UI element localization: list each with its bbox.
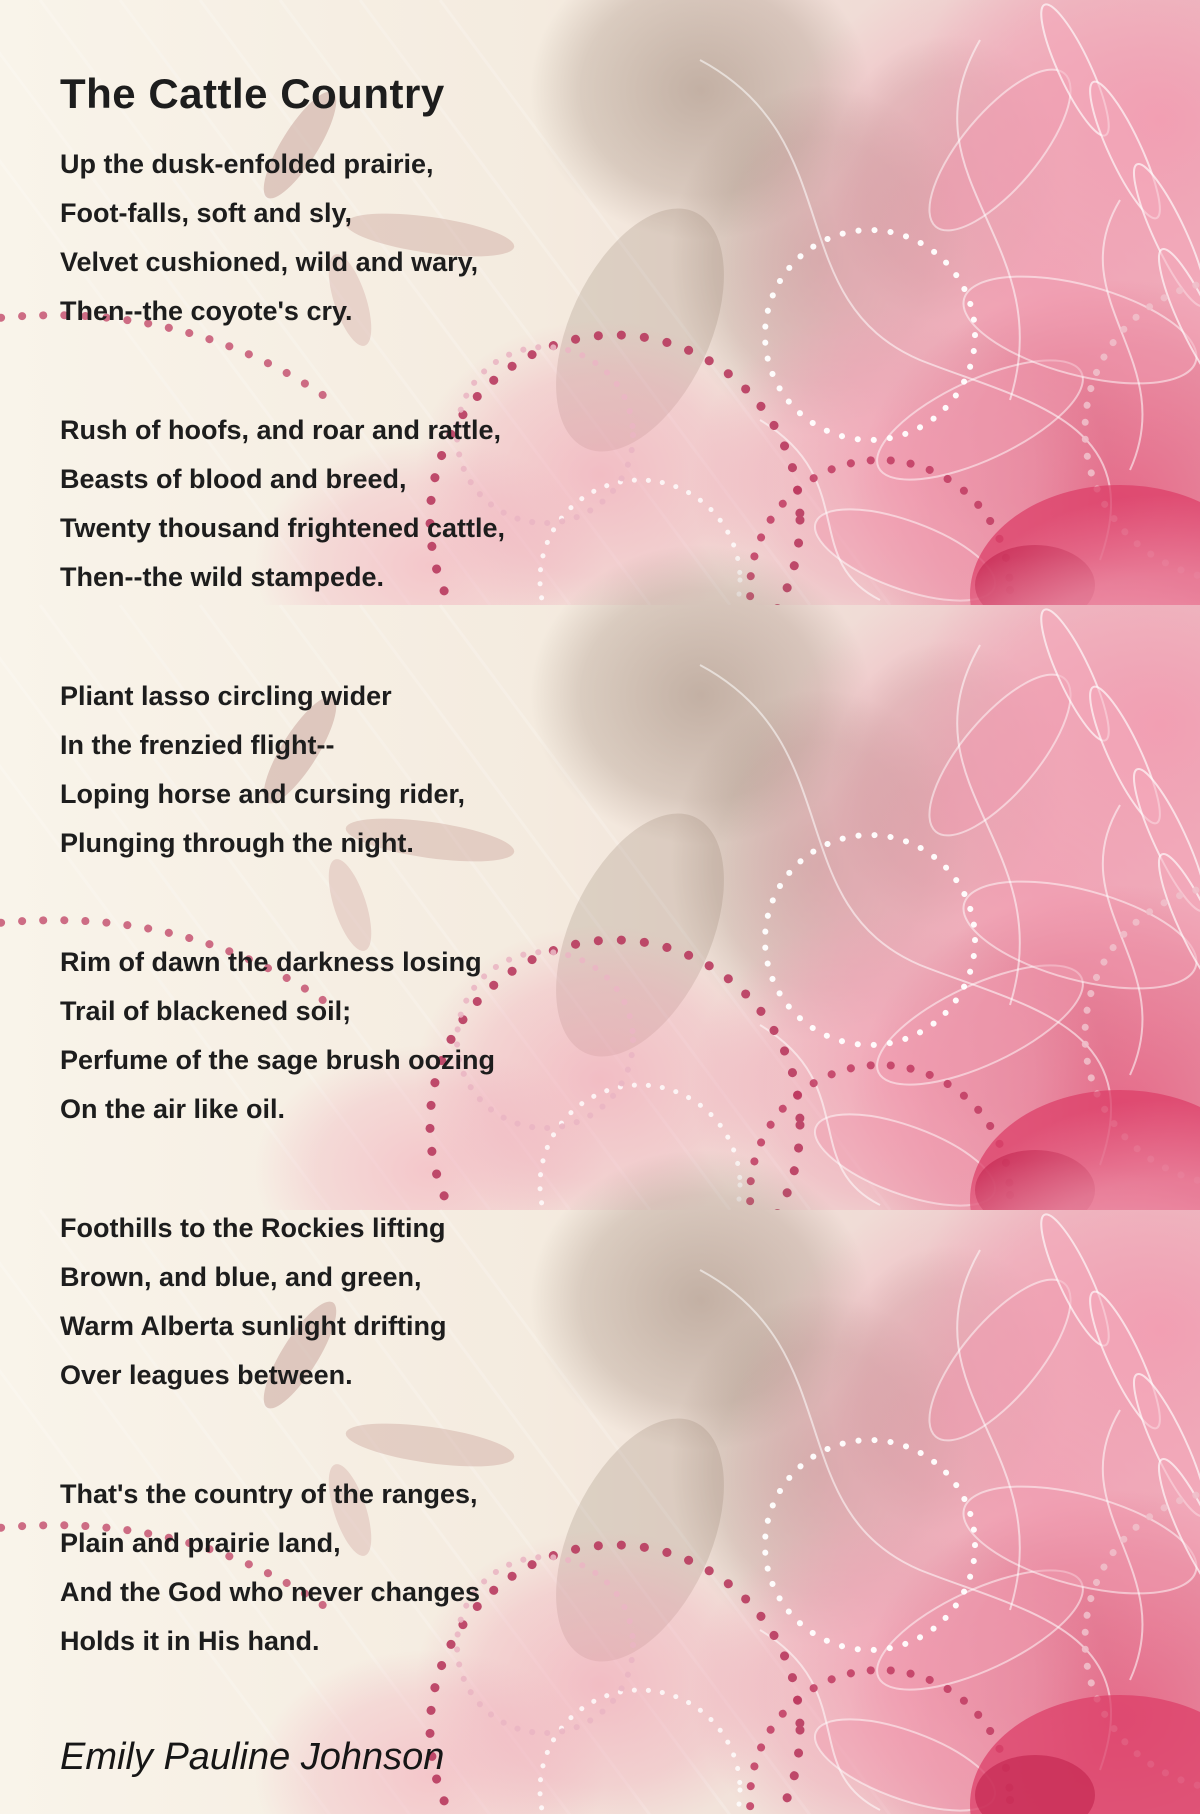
poem-line: Over leagues between. xyxy=(60,1360,353,1390)
poem-line: On the air like oil. xyxy=(60,1094,286,1124)
poem-line: Brown, and blue, and green, xyxy=(60,1262,422,1292)
poem-author: Emily Pauline Johnson xyxy=(60,1736,445,1778)
poem-line: Rush of hoofs, and roar and rattle, xyxy=(60,415,502,445)
poem-line: Pliant lasso circling wider xyxy=(60,681,392,711)
poem-line: Loping horse and cursing rider, xyxy=(60,779,466,809)
poem-line: Then--the wild stampede. xyxy=(60,562,385,592)
poem-line: Warm Alberta sunlight drifting xyxy=(60,1311,447,1341)
stanza-1 xyxy=(60,140,820,336)
poem-line: Trail of blackened soil; xyxy=(60,996,352,1026)
poem-line: Plunging through the night. xyxy=(60,828,414,858)
poem-line: Twenty thousand frightened cattle, xyxy=(60,513,506,543)
poem-line: Rim of dawn the darkness losing xyxy=(60,947,482,977)
poem-line: That's the country of the ranges, xyxy=(60,1479,478,1509)
poem-line: Foot-falls, soft and sly, xyxy=(60,198,353,228)
poem-line: Velvet cushioned, wild and wary, xyxy=(60,247,479,277)
poem-line: Beasts of blood and breed, xyxy=(60,464,407,494)
poem-line: Foothills to the Rockies lifting xyxy=(60,1213,446,1243)
poem-line: Holds it in His hand. xyxy=(60,1626,320,1656)
stanza-2 xyxy=(60,406,820,602)
poem-title: The Cattle Country xyxy=(60,70,445,118)
poem-line: Up the dusk-enfolded prairie, xyxy=(60,149,434,179)
stanza-3 xyxy=(60,672,820,868)
poem-line: Perfume of the sage brush oozing xyxy=(60,1045,496,1075)
stanza-4 xyxy=(60,938,820,1134)
poem-line: Then--the coyote's cry. xyxy=(60,296,353,326)
stanza-6 xyxy=(60,1470,820,1666)
poem-body xyxy=(60,140,820,1779)
poem-line: Plain and prairie land, xyxy=(60,1528,341,1558)
stanza-5 xyxy=(60,1204,820,1400)
poem-line: In the frenzied flight-- xyxy=(60,730,335,760)
poem-line: And the God who never changes xyxy=(60,1577,481,1607)
